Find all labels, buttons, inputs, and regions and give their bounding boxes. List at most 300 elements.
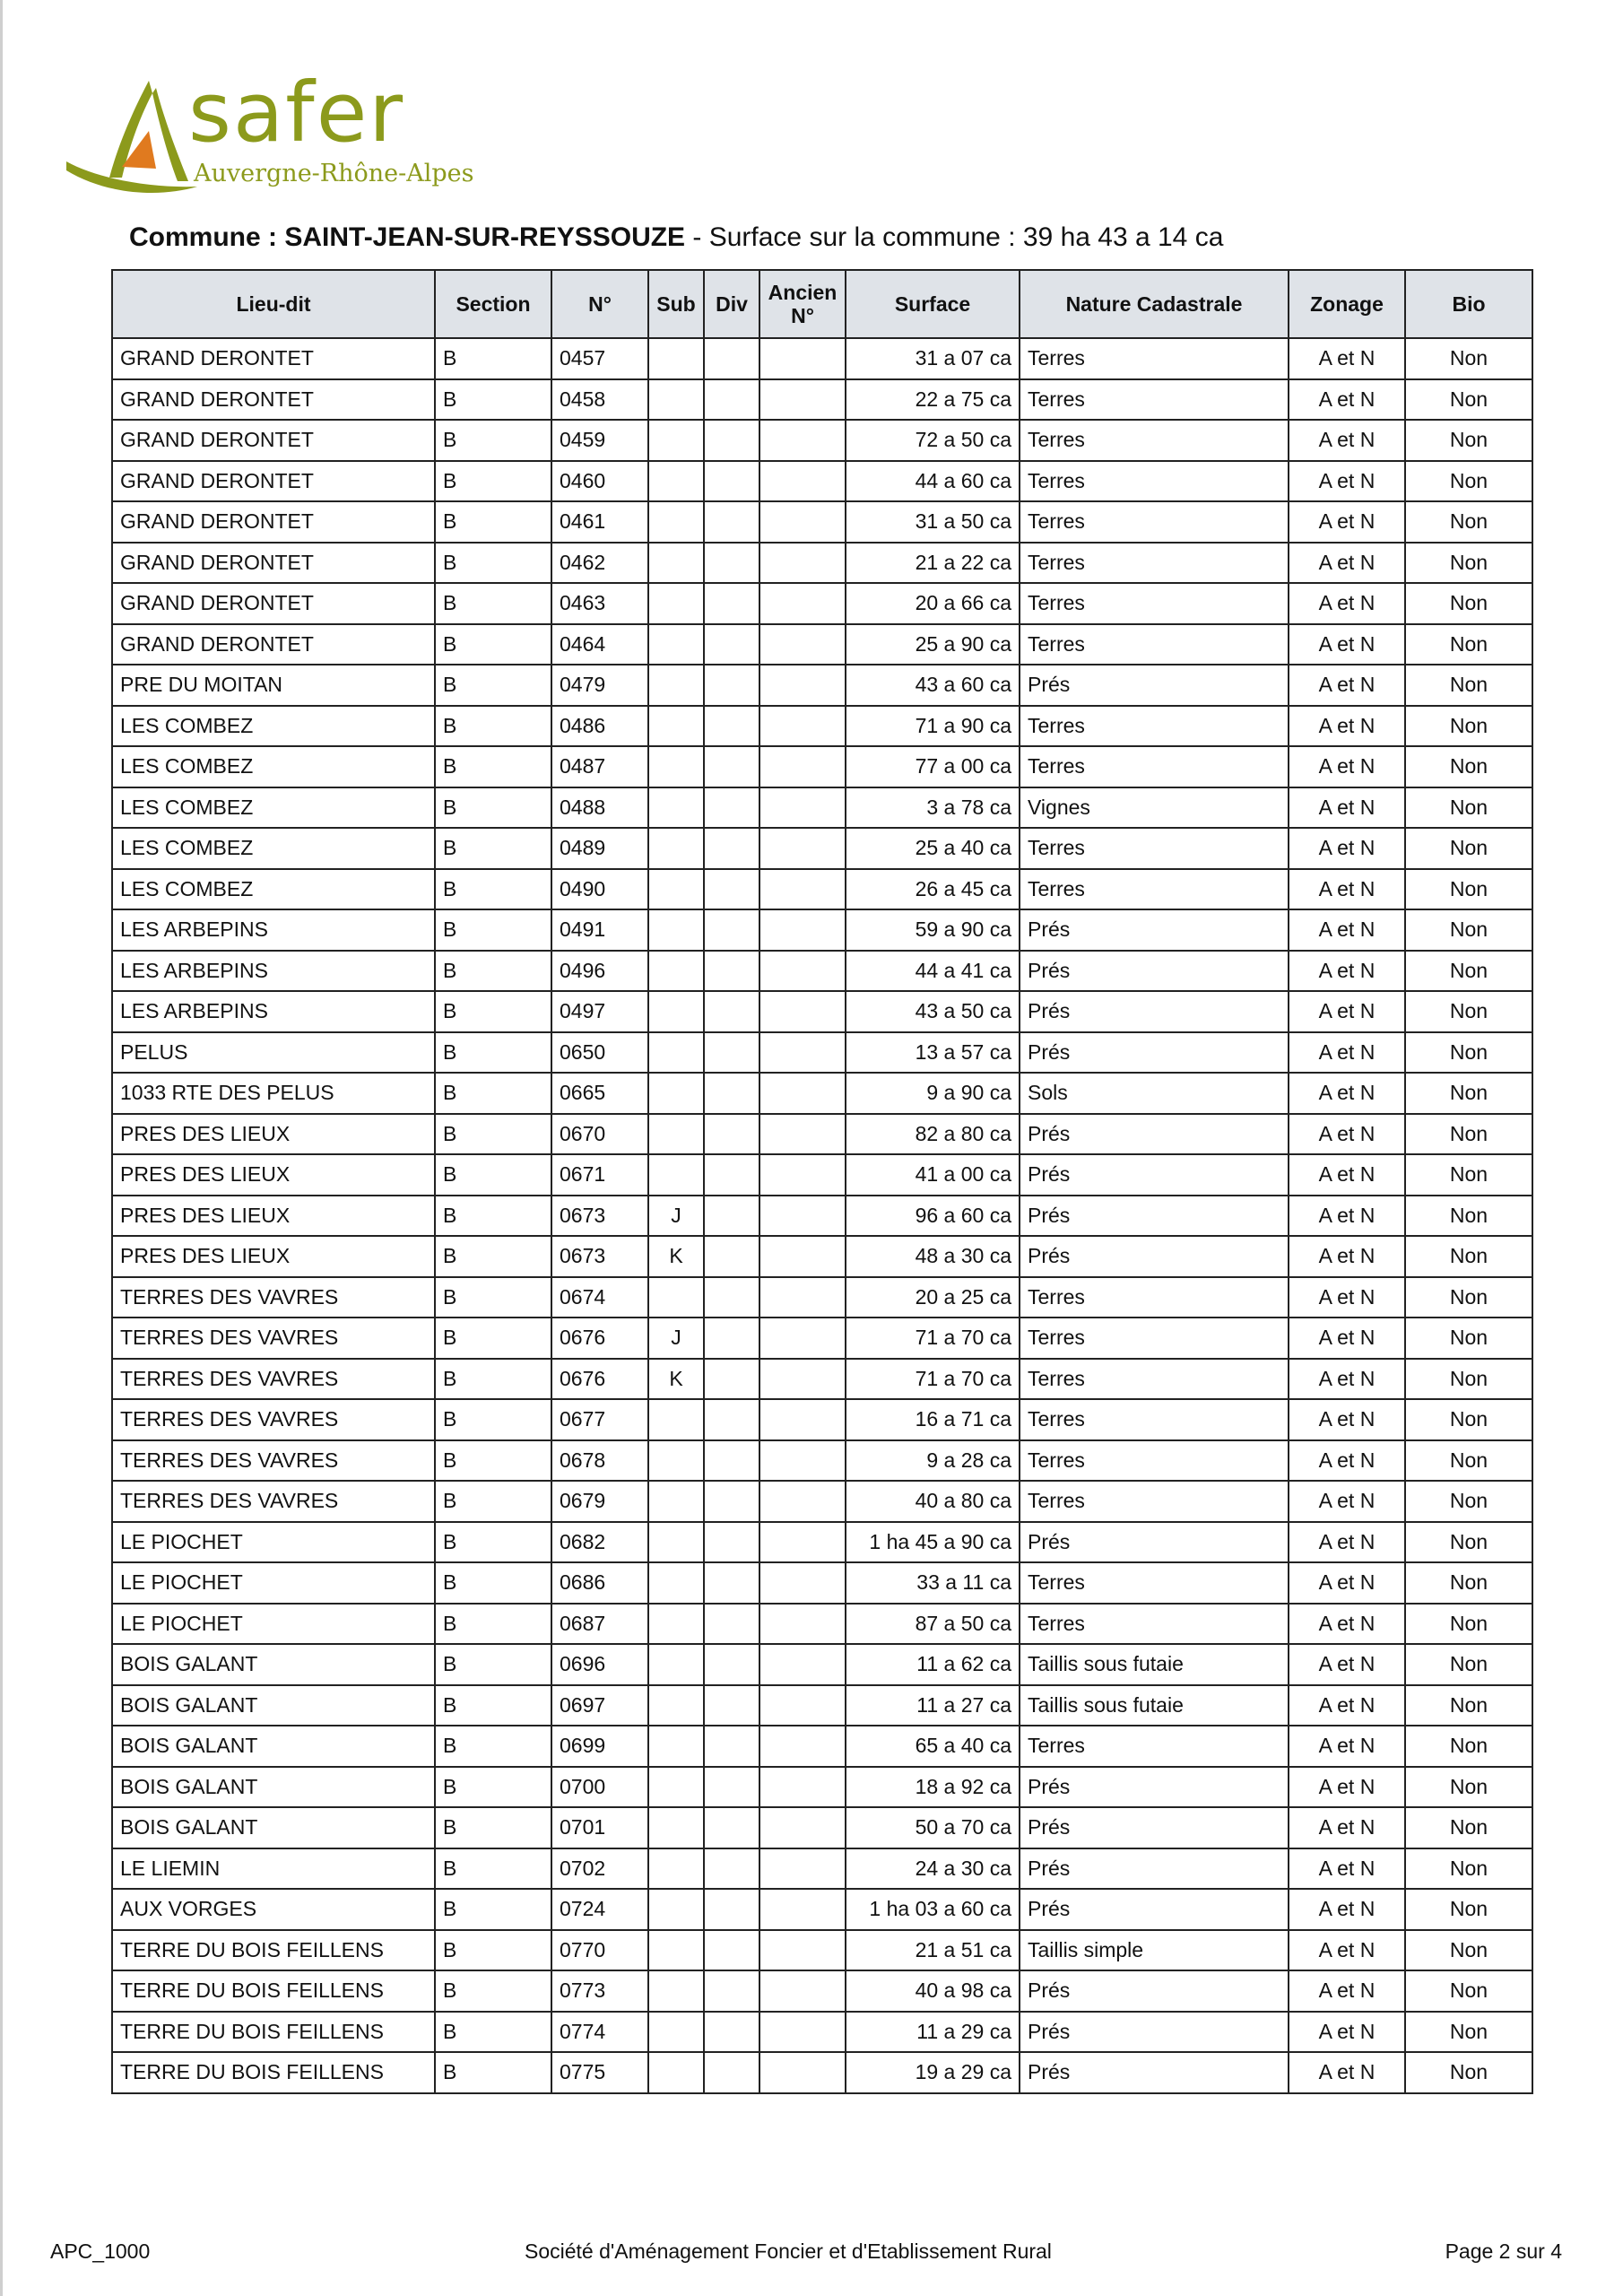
cell-ancien-numero (759, 461, 846, 502)
cell-surface: 65 a 40 ca (846, 1726, 1020, 1767)
cell-sub (648, 420, 704, 461)
cell-numero: 0700 (551, 1767, 648, 1808)
cell-zonage: A et N (1289, 583, 1405, 624)
cell-nature: Prés (1020, 1032, 1289, 1074)
cell-sub (648, 706, 704, 747)
cell-div (704, 1685, 759, 1726)
cell-div (704, 869, 759, 910)
cell-sub (648, 1440, 704, 1482)
cell-section: B (435, 624, 551, 665)
cell-numero: 0677 (551, 1399, 648, 1440)
cell-lieu-dit: PELUS (112, 1032, 435, 1074)
cell-surface: 43 a 60 ca (846, 665, 1020, 706)
cell-section: B (435, 665, 551, 706)
cell-lieu-dit: BOIS GALANT (112, 1767, 435, 1808)
cell-div (704, 1277, 759, 1318)
cell-ancien-numero (759, 746, 846, 787)
table-row (112, 624, 1532, 665)
cell-zonage: A et N (1289, 1767, 1405, 1808)
cell-ancien-numero (759, 1767, 846, 1808)
cell-numero: 0676 (551, 1359, 648, 1400)
cell-zonage: A et N (1289, 1970, 1405, 2012)
table-row (112, 1767, 1532, 1808)
cell-numero: 0458 (551, 379, 648, 421)
cell-numero: 0697 (551, 1685, 648, 1726)
cell-nature: Sols (1020, 1073, 1289, 1114)
cell-lieu-dit: LE PIOCHET (112, 1604, 435, 1645)
cell-surface: 72 a 50 ca (846, 420, 1020, 461)
cell-section: B (435, 461, 551, 502)
table-row (112, 1726, 1532, 1767)
cell-bio: Non (1405, 1970, 1532, 2012)
cell-surface: 1 ha 03 a 60 ca (846, 1889, 1020, 1930)
cell-nature: Prés (1020, 2012, 1289, 2053)
commune-label: Commune : (129, 222, 285, 252)
cell-div (704, 1154, 759, 1196)
cell-bio: Non (1405, 1154, 1532, 1196)
cell-div (704, 1236, 759, 1277)
cell-div (704, 1032, 759, 1074)
cell-div (704, 1726, 759, 1767)
cell-ancien-numero (759, 991, 846, 1032)
cell-lieu-dit: TERRES DES VAVRES (112, 1481, 435, 1522)
cell-bio: Non (1405, 951, 1532, 992)
col-header-zonage: Zonage (1289, 270, 1405, 338)
cell-nature: Terres (1020, 1277, 1289, 1318)
cell-ancien-numero (759, 1481, 846, 1522)
cell-nature: Taillis sous futaie (1020, 1644, 1289, 1685)
cell-sub (648, 1726, 704, 1767)
cell-numero: 0665 (551, 1073, 648, 1114)
cell-section: B (435, 1726, 551, 1767)
cell-bio: Non (1405, 543, 1532, 584)
cell-surface: 25 a 90 ca (846, 624, 1020, 665)
cell-zonage: A et N (1289, 951, 1405, 992)
cell-zonage: A et N (1289, 828, 1405, 869)
cell-section: B (435, 1685, 551, 1726)
cell-nature: Terres (1020, 624, 1289, 665)
cell-ancien-numero (759, 1277, 846, 1318)
cell-nature: Prés (1020, 1236, 1289, 1277)
cell-surface: 21 a 51 ca (846, 1930, 1020, 1971)
cell-ancien-numero (759, 1114, 846, 1155)
cell-surface: 25 a 40 ca (846, 828, 1020, 869)
cell-sub (648, 501, 704, 543)
cell-div (704, 501, 759, 543)
cell-zonage: A et N (1289, 1318, 1405, 1359)
col-header-surface: Surface (846, 270, 1020, 338)
cell-ancien-numero (759, 420, 846, 461)
cell-zonage: A et N (1289, 379, 1405, 421)
cell-numero: 0673 (551, 1236, 648, 1277)
cell-zonage: A et N (1289, 1196, 1405, 1237)
cell-zonage: A et N (1289, 1359, 1405, 1400)
cell-ancien-numero (759, 1644, 846, 1685)
cell-section: B (435, 909, 551, 951)
cell-surface: 50 a 70 ca (846, 1807, 1020, 1848)
cell-sub (648, 869, 704, 910)
cell-bio: Non (1405, 1114, 1532, 1155)
cell-ancien-numero (759, 1236, 846, 1277)
cell-sub (648, 787, 704, 829)
cell-numero: 0463 (551, 583, 648, 624)
cell-nature: Terres (1020, 501, 1289, 543)
table-row (112, 746, 1532, 787)
col-header-lieu-dit: Lieu-dit (112, 270, 435, 338)
cell-surface: 13 a 57 ca (846, 1032, 1020, 1074)
cell-sub (648, 1604, 704, 1645)
cell-sub (648, 583, 704, 624)
cell-ancien-numero (759, 1359, 846, 1400)
cell-zonage: A et N (1289, 746, 1405, 787)
cell-zonage: A et N (1289, 2012, 1405, 2053)
cell-nature: Prés (1020, 1114, 1289, 1155)
cell-lieu-dit: LES COMBEZ (112, 787, 435, 829)
cell-ancien-numero (759, 543, 846, 584)
cell-lieu-dit: LES ARBEPINS (112, 951, 435, 992)
cell-ancien-numero (759, 828, 846, 869)
cell-div (704, 991, 759, 1032)
logo-mark-icon (63, 72, 206, 206)
cell-surface: 59 a 90 ca (846, 909, 1020, 951)
cell-section: B (435, 543, 551, 584)
cell-zonage: A et N (1289, 1848, 1405, 1890)
cell-lieu-dit: LES COMBEZ (112, 706, 435, 747)
cell-lieu-dit: PRES DES LIEUX (112, 1154, 435, 1196)
col-header-section: Section (435, 270, 551, 338)
cell-section: B (435, 1889, 551, 1930)
cell-surface: 19 a 29 ca (846, 2052, 1020, 2093)
cell-lieu-dit: PRES DES LIEUX (112, 1114, 435, 1155)
cell-surface: 87 a 50 ca (846, 1604, 1020, 1645)
cell-div (704, 828, 759, 869)
cell-ancien-numero (759, 2052, 846, 2093)
cell-sub (648, 1522, 704, 1563)
col-header-numero: N° (551, 270, 648, 338)
table-row (112, 1562, 1532, 1604)
cell-section: B (435, 1114, 551, 1155)
cell-nature: Prés (1020, 1807, 1289, 1848)
table-row (112, 1644, 1532, 1685)
cell-nature: Terres (1020, 1359, 1289, 1400)
cell-section: B (435, 1196, 551, 1237)
cell-numero: 0488 (551, 787, 648, 829)
table-row (112, 461, 1532, 502)
cell-zonage: A et N (1289, 665, 1405, 706)
cell-ancien-numero (759, 583, 846, 624)
cell-bio: Non (1405, 338, 1532, 379)
cell-section: B (435, 1359, 551, 1400)
cell-nature: Terres (1020, 746, 1289, 787)
cell-div (704, 1889, 759, 1930)
cell-zonage: A et N (1289, 787, 1405, 829)
cell-ancien-numero (759, 624, 846, 665)
cell-nature: Prés (1020, 1970, 1289, 2012)
cell-numero: 0479 (551, 665, 648, 706)
cell-zonage: A et N (1289, 909, 1405, 951)
cell-nature: Prés (1020, 909, 1289, 951)
cell-bio: Non (1405, 2012, 1532, 2053)
cell-bio: Non (1405, 909, 1532, 951)
cell-bio: Non (1405, 1399, 1532, 1440)
cell-lieu-dit: TERRES DES VAVRES (112, 1399, 435, 1440)
table-row (112, 1359, 1532, 1400)
cell-surface: 3 a 78 ca (846, 787, 1020, 829)
cell-div (704, 420, 759, 461)
cell-nature: Terres (1020, 1726, 1289, 1767)
table-row (112, 1318, 1532, 1359)
table-row (112, 1848, 1532, 1890)
cell-section: B (435, 2052, 551, 2093)
cell-surface: 21 a 22 ca (846, 543, 1020, 584)
cell-sub (648, 1481, 704, 1522)
cell-lieu-dit: PRES DES LIEUX (112, 1196, 435, 1237)
cell-section: B (435, 1562, 551, 1604)
cell-bio: Non (1405, 1604, 1532, 1645)
cell-nature: Prés (1020, 1848, 1289, 1890)
cell-ancien-numero (759, 1604, 846, 1645)
cell-numero: 0724 (551, 1889, 648, 1930)
cell-sub (648, 951, 704, 992)
table-row (112, 1440, 1532, 1482)
cell-zonage: A et N (1289, 1562, 1405, 1604)
cell-lieu-dit: TERRE DU BOIS FEILLENS (112, 2052, 435, 2093)
cell-section: B (435, 1236, 551, 1277)
table-row (112, 338, 1532, 379)
cell-section: B (435, 1277, 551, 1318)
cell-numero: 0490 (551, 869, 648, 910)
cell-nature: Prés (1020, 951, 1289, 992)
cell-numero: 0462 (551, 543, 648, 584)
footer-page-number: Page 2 sur 4 (1445, 2239, 1562, 2263)
table-row (112, 665, 1532, 706)
cell-section: B (435, 991, 551, 1032)
commune-surface: - Surface sur la commune : 39 ha 43 a 14 ca (685, 222, 1224, 252)
cell-ancien-numero (759, 1562, 846, 1604)
cell-section: B (435, 1970, 551, 2012)
cell-sub (648, 1277, 704, 1318)
table-row (112, 1604, 1532, 1645)
cell-numero: 0487 (551, 746, 648, 787)
cell-numero: 0497 (551, 991, 648, 1032)
cell-ancien-numero (759, 338, 846, 379)
cell-surface: 96 a 60 ca (846, 1196, 1020, 1237)
cell-lieu-dit: BOIS GALANT (112, 1644, 435, 1685)
cell-sub (648, 1807, 704, 1848)
cell-bio: Non (1405, 1236, 1532, 1277)
cell-ancien-numero (759, 665, 846, 706)
table-row (112, 869, 1532, 910)
cell-numero: 0687 (551, 1604, 648, 1645)
cell-lieu-dit: LES COMBEZ (112, 746, 435, 787)
cell-ancien-numero (759, 1196, 846, 1237)
cell-nature: Terres (1020, 1399, 1289, 1440)
cell-zonage: A et N (1289, 543, 1405, 584)
cell-div (704, 1807, 759, 1848)
cell-numero: 0457 (551, 338, 648, 379)
cell-numero: 0770 (551, 1930, 648, 1971)
table-row (112, 1522, 1532, 1563)
col-header-bio: Bio (1405, 270, 1532, 338)
cell-div (704, 1644, 759, 1685)
cell-div (704, 461, 759, 502)
cell-surface: 11 a 62 ca (846, 1644, 1020, 1685)
cell-surface: 11 a 29 ca (846, 2012, 1020, 2053)
cell-div (704, 379, 759, 421)
cell-lieu-dit: AUX VORGES (112, 1889, 435, 1930)
cell-ancien-numero (759, 1154, 846, 1196)
cell-ancien-numero (759, 706, 846, 747)
table-row (112, 828, 1532, 869)
cell-div (704, 951, 759, 992)
cell-section: B (435, 1073, 551, 1114)
cell-lieu-dit: TERRE DU BOIS FEILLENS (112, 1930, 435, 1971)
cell-numero: 0678 (551, 1440, 648, 1482)
cell-sub (648, 338, 704, 379)
cell-lieu-dit: BOIS GALANT (112, 1807, 435, 1848)
table-row (112, 1889, 1532, 1930)
cell-zonage: A et N (1289, 1685, 1405, 1726)
col-header-nature: Nature Cadastrale (1020, 270, 1289, 338)
cell-div (704, 1970, 759, 2012)
cell-surface: 18 a 92 ca (846, 1767, 1020, 1808)
cell-sub (648, 1114, 704, 1155)
cell-surface: 22 a 75 ca (846, 379, 1020, 421)
cell-numero: 0486 (551, 706, 648, 747)
cell-zonage: A et N (1289, 1236, 1405, 1277)
cell-surface: 43 a 50 ca (846, 991, 1020, 1032)
table-row (112, 379, 1532, 421)
logo-region: Auvergne-Rhône-Alpes (194, 160, 474, 187)
cell-bio: Non (1405, 1726, 1532, 1767)
cell-section: B (435, 1930, 551, 1971)
cell-nature: Prés (1020, 665, 1289, 706)
cell-lieu-dit: PRES DES LIEUX (112, 1236, 435, 1277)
cell-numero: 0673 (551, 1196, 648, 1237)
cell-surface: 24 a 30 ca (846, 1848, 1020, 1890)
cell-surface: 26 a 45 ca (846, 869, 1020, 910)
table-row (112, 1032, 1532, 1074)
table-row (112, 2052, 1532, 2093)
cell-ancien-numero (759, 869, 846, 910)
cell-sub (648, 1767, 704, 1808)
cell-numero: 0459 (551, 420, 648, 461)
cell-div (704, 1359, 759, 1400)
cell-nature: Prés (1020, 991, 1289, 1032)
cell-bio: Non (1405, 583, 1532, 624)
cell-ancien-numero (759, 909, 846, 951)
cell-lieu-dit: LES COMBEZ (112, 869, 435, 910)
cell-ancien-numero (759, 1073, 846, 1114)
cell-sub (648, 1889, 704, 1930)
cell-numero: 0701 (551, 1807, 648, 1848)
cell-section: B (435, 501, 551, 543)
cell-ancien-numero (759, 501, 846, 543)
cell-ancien-numero (759, 1032, 846, 1074)
cell-sub (648, 746, 704, 787)
cell-bio: Non (1405, 1562, 1532, 1604)
cell-div (704, 1196, 759, 1237)
cell-bio: Non (1405, 706, 1532, 747)
cell-section: B (435, 951, 551, 992)
cell-section: B (435, 1848, 551, 1890)
cell-div (704, 2012, 759, 2053)
cell-ancien-numero (759, 2012, 846, 2053)
cell-numero: 0461 (551, 501, 648, 543)
table-row (112, 909, 1532, 951)
cell-nature: Terres (1020, 420, 1289, 461)
cell-nature: Terres (1020, 461, 1289, 502)
cell-nature: Vignes (1020, 787, 1289, 829)
table-row (112, 1930, 1532, 1971)
cell-lieu-dit: PRE DU MOITAN (112, 665, 435, 706)
table-row (112, 1154, 1532, 1196)
table-row (112, 706, 1532, 747)
cell-sub (648, 1073, 704, 1114)
cell-zonage: A et N (1289, 1807, 1405, 1848)
cell-numero: 0702 (551, 1848, 648, 1890)
cell-div (704, 1930, 759, 1971)
parcels-table (111, 269, 1533, 2094)
col-header-sub: Sub (648, 270, 704, 338)
cell-lieu-dit: TERRES DES VAVRES (112, 1440, 435, 1482)
cell-lieu-dit: LE PIOCHET (112, 1522, 435, 1563)
cell-section: B (435, 1481, 551, 1522)
cell-lieu-dit: TERRES DES VAVRES (112, 1277, 435, 1318)
cell-surface: 31 a 07 ca (846, 338, 1020, 379)
cell-surface: 44 a 60 ca (846, 461, 1020, 502)
cell-lieu-dit: GRAND DERONTET (112, 543, 435, 584)
cell-div (704, 1114, 759, 1155)
cell-div (704, 1440, 759, 1482)
cell-zonage: A et N (1289, 1399, 1405, 1440)
cell-bio: Non (1405, 1767, 1532, 1808)
cell-surface: 11 a 27 ca (846, 1685, 1020, 1726)
cell-section: B (435, 1399, 551, 1440)
cell-div (704, 1848, 759, 1890)
cell-sub (648, 1644, 704, 1685)
cell-bio: Non (1405, 1644, 1532, 1685)
cell-sub (648, 543, 704, 584)
cell-lieu-dit: LE LIEMIN (112, 1848, 435, 1890)
cell-div (704, 1399, 759, 1440)
cell-section: B (435, 706, 551, 747)
table-row (112, 1807, 1532, 1848)
cell-surface: 40 a 98 ca (846, 1970, 1020, 2012)
cell-surface: 16 a 71 ca (846, 1399, 1020, 1440)
cell-sub (648, 1848, 704, 1890)
cell-section: B (435, 379, 551, 421)
cell-zonage: A et N (1289, 1522, 1405, 1563)
cell-bio: Non (1405, 1440, 1532, 1482)
cell-zonage: A et N (1289, 1930, 1405, 1971)
table-row (112, 1399, 1532, 1440)
cell-sub (648, 1970, 704, 2012)
cell-nature: Terres (1020, 583, 1289, 624)
cell-surface: 41 a 00 ca (846, 1154, 1020, 1196)
cell-numero: 0682 (551, 1522, 648, 1563)
cell-bio: Non (1405, 869, 1532, 910)
cell-bio: Non (1405, 1685, 1532, 1726)
cell-lieu-dit: BOIS GALANT (112, 1726, 435, 1767)
cell-bio: Non (1405, 2052, 1532, 2093)
cell-nature: Terres (1020, 379, 1289, 421)
cell-lieu-dit: GRAND DERONTET (112, 624, 435, 665)
cell-lieu-dit: 1033 RTE DES PELUS (112, 1073, 435, 1114)
cell-section: B (435, 1440, 551, 1482)
cell-numero: 0774 (551, 2012, 648, 2053)
cell-div (704, 543, 759, 584)
